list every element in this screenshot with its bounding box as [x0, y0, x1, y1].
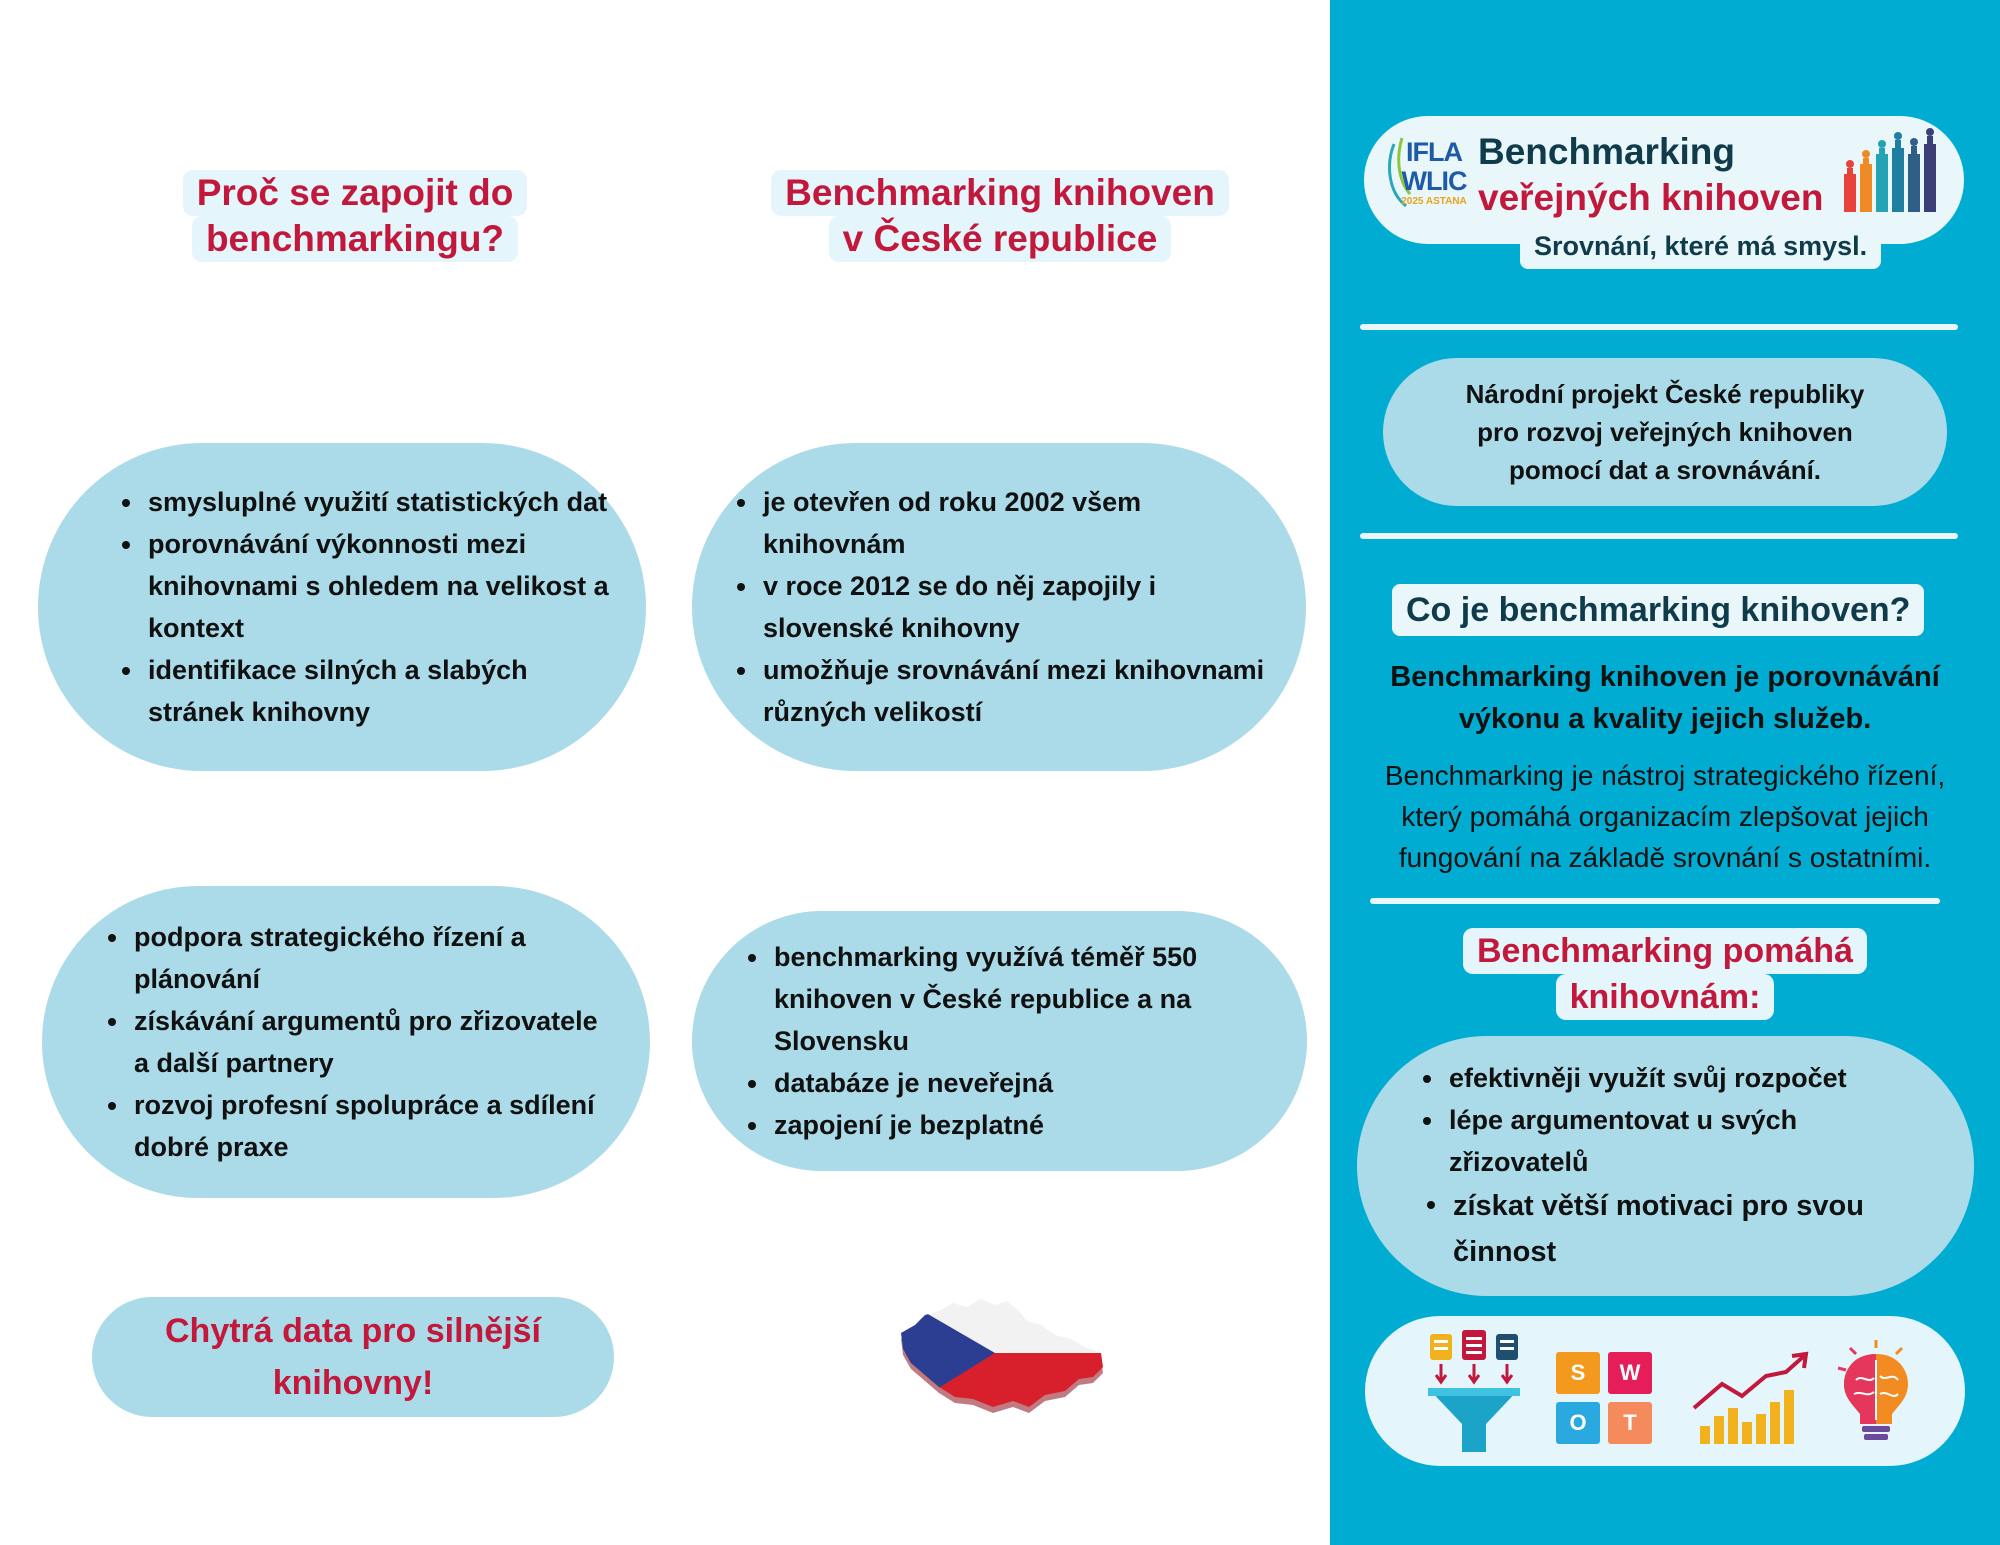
national-project-text	[1466, 375, 1865, 489]
slogan-pill	[92, 1297, 614, 1417]
list-item: identifikace silných a slabých stránek knihovny	[148, 649, 616, 733]
list-item: je otevřen od roku 2002 všem knihovnám	[763, 481, 1286, 565]
left-pill-1-list	[70, 481, 616, 733]
question-heading: Co je benchmarking knihoven?	[1392, 584, 1924, 636]
national-project-line1: Národní projekt České republiky	[1465, 379, 1865, 409]
main-title-line2: veřejných knihoven	[1478, 177, 1824, 218]
helps-heading-line2: knihovnám:	[1556, 974, 1775, 1020]
middle-pill-2	[692, 911, 1307, 1171]
list-item: efektivněji využít svůj rozpočet	[1449, 1057, 1944, 1099]
ifla-logo-text	[1398, 138, 1470, 208]
list-item: databáze je neveřejná	[774, 1062, 1267, 1104]
middle-pill-1-list	[692, 481, 1286, 733]
left-pill-1	[38, 443, 646, 771]
tagline: Srovnání, které má smysl.	[1520, 223, 1881, 269]
left-heading	[160, 170, 550, 262]
list-item: lépe argumentovat u svých zřizovatelů	[1449, 1099, 1944, 1183]
divider-2	[1360, 533, 1958, 539]
list-item: benchmarking využívá téměř 550 knihoven v České republice a na Slovensku	[774, 936, 1267, 1062]
middle-heading-line2: v České republice	[829, 216, 1172, 262]
data-funnel-icon	[1424, 1328, 1524, 1456]
list-item: porovnávání výkonnosti mezi knihovnami s ohledem na velikost a kontext	[148, 523, 616, 649]
swot-t-tile: T	[1608, 1402, 1652, 1444]
helps-heading-line1: Benchmarking pomáhá	[1463, 928, 1867, 974]
brain-bulb-icon	[1836, 1340, 1916, 1448]
rising-chart-icon	[1690, 1350, 1814, 1446]
list-item: získat větší motivaci pro svou činnost	[1453, 1183, 1944, 1275]
helps-pill	[1357, 1036, 1974, 1296]
divider-1	[1360, 324, 1958, 330]
national-project-line2: pro rozvoj veřejných knihoven	[1477, 417, 1853, 447]
logo-line1: IFLA	[1406, 137, 1462, 167]
funnel-icon	[1424, 1328, 1524, 1456]
national-project-line3: pomocí dat a srovnávání.	[1508, 455, 1822, 485]
swot-s-tile: S	[1556, 1352, 1600, 1394]
logo-line2: WLIC	[1401, 166, 1467, 196]
definition-bold	[1340, 656, 1990, 740]
czech-map-flag	[895, 1295, 1110, 1415]
divider-3	[1370, 898, 1940, 904]
left-heading-line2: benchmarkingu?	[192, 216, 518, 262]
left-pill-2	[42, 886, 650, 1198]
growth-chart-icon	[1690, 1350, 1814, 1446]
middle-pill-1	[692, 443, 1306, 771]
helps-list	[1357, 1057, 1944, 1275]
list-item: podpora strategického řízení a plánování	[134, 916, 620, 1000]
left-heading-line1: Proč se zapojit do	[183, 170, 528, 216]
definition-text	[1340, 755, 1990, 878]
list-item: zapojení je bezplatné	[774, 1104, 1267, 1146]
swot-icon	[1556, 1352, 1654, 1446]
logo-line3: 2025 ASTANA	[1401, 196, 1467, 207]
middle-heading	[740, 170, 1260, 262]
swot-o-tile: O	[1556, 1402, 1600, 1444]
idea-bulb-icon	[1836, 1340, 1916, 1448]
helps-heading	[1430, 928, 1900, 1020]
middle-heading-line1: Benchmarking knihoven	[771, 170, 1229, 216]
list-item: smysluplné využití statistických dat	[148, 481, 616, 523]
definition-bold-line1: Benchmarking knihoven je porovnávání	[1390, 661, 1940, 693]
left-pill-2-list	[42, 916, 620, 1168]
swot-w-tile: W	[1608, 1352, 1652, 1394]
definition-text-line1: Benchmarking je nástroj strategického řízení,	[1384, 760, 1946, 791]
people-bars-icon	[1840, 124, 1942, 214]
list-item: získávání argumentů pro zřizovatele a další partnery	[134, 1000, 620, 1084]
czech-flag-map-icon	[895, 1295, 1110, 1415]
national-project-pill	[1383, 358, 1947, 506]
slogan-text	[165, 1305, 541, 1409]
list-item: umožňuje srovnávání mezi knihovnami různých velikostí	[763, 649, 1286, 733]
list-item: rozvoj profesní spolupráce a sdílení dobré praxe	[134, 1084, 620, 1168]
slogan-line1: Chytrá data pro silnější	[165, 1312, 541, 1350]
slogan-line2: knihovny!	[272, 1364, 434, 1402]
main-title-line1: Benchmarking	[1478, 131, 1736, 172]
growth-people-icon	[1840, 124, 1942, 214]
definition-bold-line2: výkonu a kvality jejich služeb.	[1458, 703, 1872, 735]
middle-pill-2-list	[692, 936, 1267, 1146]
definition-text-line2: který pomáhá organizacím zlepšovat jejich	[1401, 801, 1929, 832]
definition-text-line3: fungování na základě srovnání s ostatními.	[1398, 842, 1932, 873]
list-item: v roce 2012 se do něj zapojily i slovenské knihovny	[763, 565, 1286, 649]
